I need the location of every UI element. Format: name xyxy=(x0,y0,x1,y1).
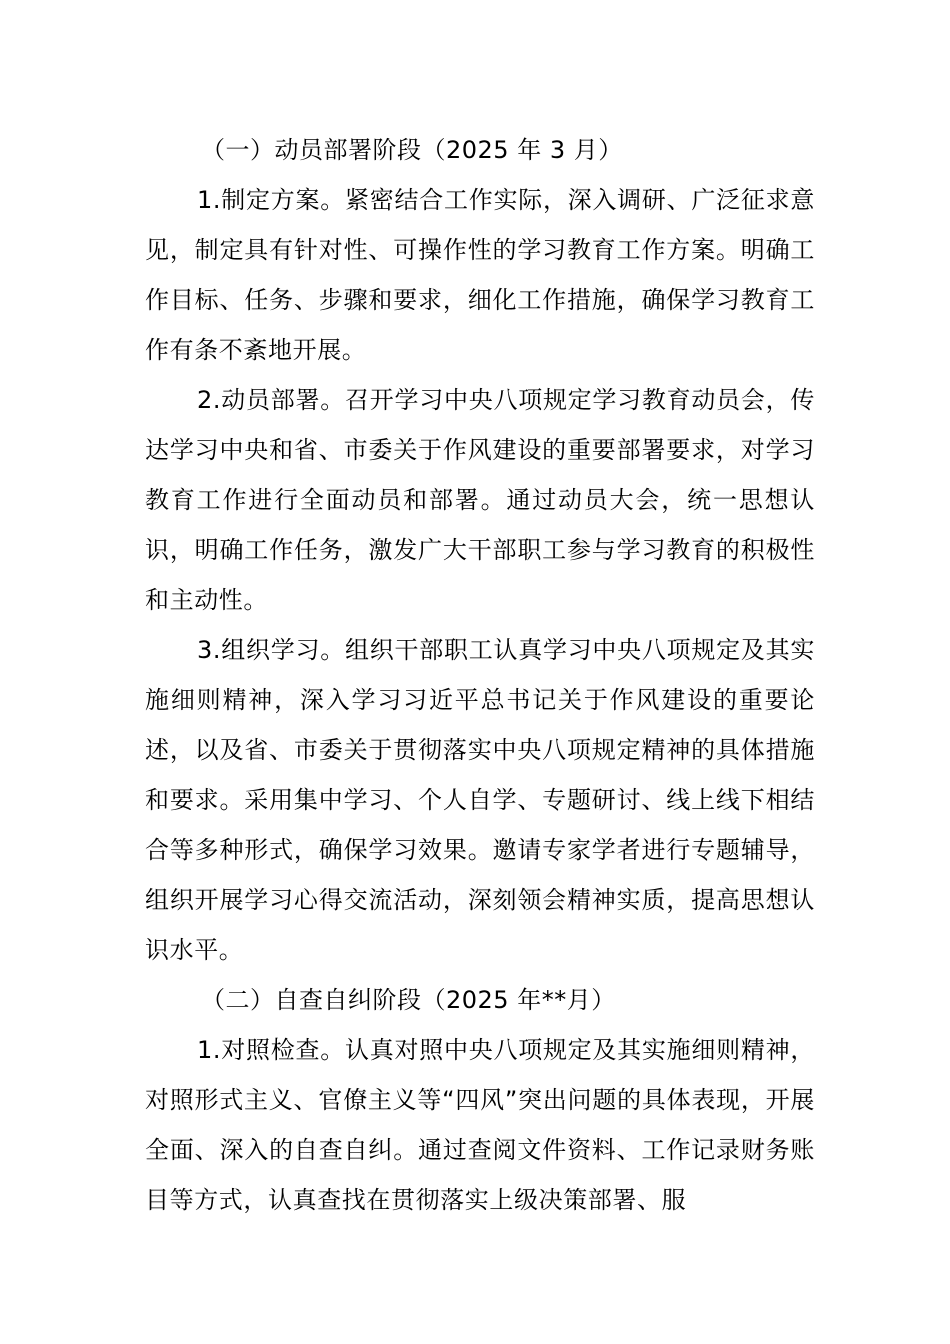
paragraph-make-plan: 1.制定方案。紧密结合工作实际，深入调研、广泛征求意见，制定具有针对性、可操作性的学习教育工作方案。明确工作目标、任务、步骤和要求，细化工作措施，确保学习教育工作有条不紊地开展。 xyxy=(145,186,815,364)
document-body xyxy=(145,125,815,1225)
paragraph-self-check: 1.对照检查。认真对照中央八项规定及其实施细则精神，对照形式主义、官僚主义等“四风”突出问题的具体表现，开展全面、深入的自查自纠。通过查阅文件资料、工作记录财务账目等方式，认真查找在贯彻落实上级决策部署、服 xyxy=(145,1036,815,1214)
paragraph-mobilization: 2.动员部署。召开学习中央八项规定学习教育动员会，传达学习中央和省、市委关于作风建设的重要部署要求，对学习教育工作进行全面动员和部署。通过动员大会，统一思想认识，明确工作任务，激发广大干部职工参与学习教育的积极性和主动性。 xyxy=(145,386,815,614)
section-heading-2: （二）自查自纠阶段（2025 年**月） xyxy=(201,986,616,1014)
paragraph-organize-study: 3.组织学习。组织干部职工认真学习中央八项规定及其实施细则精神，深入学习习近平总书记关于作风建设的重要论述，以及省、市委关于贯彻落实中央八项规定精神的具体措施和要求。采用集中学习、个人自学、专题研讨、线上线下相结合等多种形式，确保学习效果。邀请专家学者进行专题辅导，组织开展学习心得交流活动，深刻领会精神实质，提高思想认识水平。 xyxy=(145,636,815,964)
section-heading-1: （一）动员部署阶段（2025 年 3 月） xyxy=(201,136,623,164)
